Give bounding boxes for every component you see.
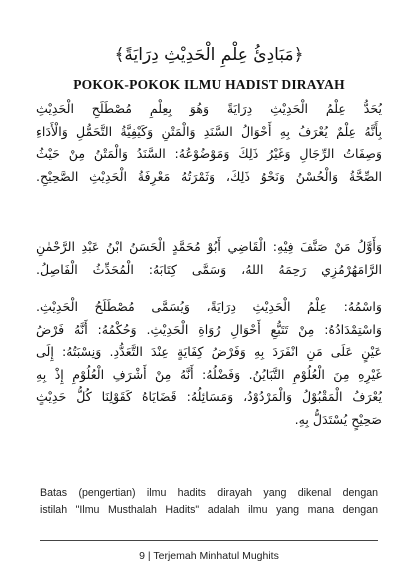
arabic-line: يُحَدُّ عِلْمُ الْحَدِيْثِ دِرَايَةً وَهُوَ بِعِلْمِ مُصْطَلَحِ الْحَدِيْثِ	[36, 101, 382, 116]
arabic-line: عَيْنٍ عَلَى مَنِ انْفَرَدَ بِهِ وَفَرْضُ كِفَايَةٍ عِنْدَ التَّعَدُّدِ. وَنِسْبَتُهُ: إِلَى	[36, 344, 382, 359]
translation-line: istilah "Ilmu Musthalah Hadits" adalah ilmu yang mana dengan	[40, 504, 378, 516]
arabic-line: وَصِفَاتُ الرِّجَالِ وَغَيْرُ ذَلِكَ وَمَوْضُوْعُهُ: السَّنَدُ وَالْمَتْنُ مِنْ حَيْثُ	[36, 146, 382, 161]
arabic-line: وَاسْمُهُ: عِلْمُ الْحَدِيْثِ دِرَايَةً، وَيُسَمَّى مُصْطَلَحُ الْحَدِيْثِ.	[36, 299, 382, 314]
arabic-line: الرَّامَهُرْمُزِي رَحِمَهُ اللهُ، وَسَمَّى كِتَابَهُ: الْمُحَدِّثُ الْفَاصِلُ.	[36, 261, 382, 277]
footer-divider	[40, 540, 378, 541]
arabic-line: يُعْرَفُ الْمَقْبُوْلُ وَالْمَرْدُوْدُ، وَمَسَائِلُهُ: قَضَايَاهُ كَقَوْلِنَا كُلُّ حَدِيْثٍ	[36, 389, 382, 404]
arabic-line: وَاسْتِمْدَادُهُ: مِنْ تَتَبُّعِ أَحْوَالِ رُوَاةِ الْحَدِيْثِ. وَحُكْمُهُ: أَنَّهُ فَرْضُ	[36, 321, 382, 337]
arabic-paragraph-first-author	[36, 236, 382, 281]
arabic-heading: ﴿مَبَادِئُ عِلْمِ الْحَدِيْثِ دِرَايَةً﴾	[114, 45, 304, 65]
translation-paragraph	[40, 485, 378, 519]
arabic-line: غَيْرِهِ مِنَ الْعُلُوْمِ التَّبَايُنُ. وَفَضْلُهُ: أَنَّهُ مِنْ أَشْرَفِ الْعُلُوْمِ إِذْ بِهِ	[36, 366, 382, 382]
translation-line: Batas (pengertian) ilmu hadits dirayah yang dikenal dengan	[40, 487, 378, 499]
arabic-line: صَحِيْحٍ يُسْتَدَلُّ بِهِ.	[294, 411, 382, 427]
arabic-paragraph-definition	[36, 98, 382, 188]
page-footer: 9 | Terjemah Minhatul Mughits	[139, 550, 279, 562]
arabic-paragraph-principles	[36, 296, 382, 431]
latin-heading: POKOK-POKOK ILMU HADIST DIRAYAH	[73, 77, 345, 92]
arabic-line: وَأَوَّلُ مَنْ صَنَّفَ فِيْهِ: الْقَاضِي أَبُوْ مُحَمَّدٍ الْحَسَنُ ابْنُ عَبْدِ الرَّحْمٰنِ	[36, 239, 382, 254]
arabic-line: بِأَنَّهُ عِلْمٌ يُعْرَفُ بِهِ أَحْوَالُ السَّنَدِ وَالْمَتْنِ وَكَيْفِيَّةُ التَّحَمُّلِ وَالْأَدَاءِ	[36, 123, 382, 139]
arabic-line: الصِّحَّةُ وَالْحُسْنُ وَنَحْوُ ذَلِكَ، وَثَمْرَتُهُ مَعْرِفَةُ الْحَدِيْثِ الصَّحِيْحِ.	[36, 168, 382, 184]
